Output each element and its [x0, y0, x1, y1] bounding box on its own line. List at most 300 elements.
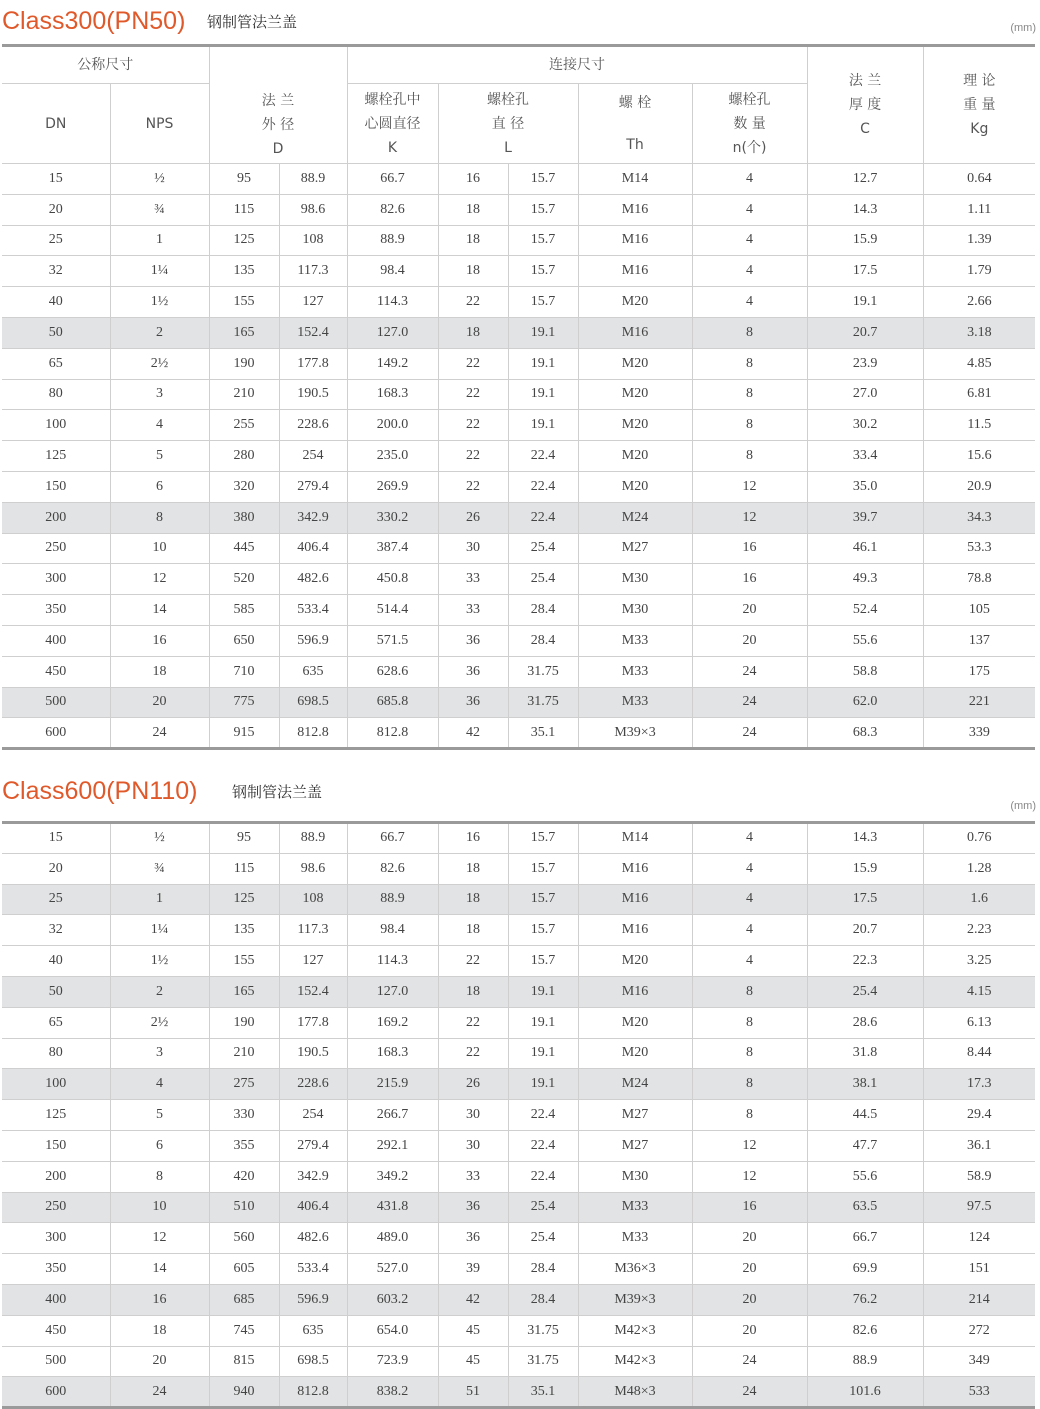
table-row	[2, 915, 1035, 946]
table-cell: 168.3	[347, 1038, 438, 1069]
table-cell: 10	[110, 1192, 209, 1223]
table-cell: 66.7	[347, 823, 438, 854]
table-cell: 19.1	[508, 976, 578, 1007]
table-cell: 10	[110, 533, 209, 564]
table-cell: 25.4	[508, 1223, 578, 1254]
table-cell: 33.4	[807, 441, 923, 472]
table-cell: ¾	[110, 853, 209, 884]
table-cell: 292.1	[347, 1130, 438, 1161]
table-cell: 342.9	[279, 502, 347, 533]
table-row	[2, 164, 1035, 195]
table-cell: 6	[110, 471, 209, 502]
table-cell: 1½	[110, 946, 209, 977]
table-cell: 775	[209, 687, 279, 718]
table-cell: 190	[209, 1007, 279, 1038]
table-cell: 25.4	[508, 564, 578, 595]
table-row	[2, 656, 1035, 687]
table-cell: 28.4	[508, 1254, 578, 1285]
table-cell: 33	[438, 1161, 508, 1192]
table-cell: 14.3	[807, 823, 923, 854]
table-cell: 108	[279, 225, 347, 256]
header-nominal-size: 公称尺寸	[2, 46, 209, 84]
table-cell: 88.9	[279, 164, 347, 195]
table-cell: 2.23	[923, 915, 1035, 946]
table-cell: 320	[209, 471, 279, 502]
table-cell: M20	[578, 1038, 692, 1069]
table-cell: 4	[692, 256, 807, 287]
table-cell: 482.6	[279, 564, 347, 595]
table-cell: 8	[692, 1069, 807, 1100]
table-cell: 18	[438, 976, 508, 1007]
table-cell: 350	[2, 595, 110, 626]
table-cell: M27	[578, 533, 692, 564]
table-cell: 19.1	[508, 1007, 578, 1038]
table-cell: 45	[438, 1346, 508, 1377]
header-dn: DN	[2, 84, 110, 164]
table-cell: 19.1	[508, 1038, 578, 1069]
table-cell: 177.8	[279, 1007, 347, 1038]
table-cell: 31.75	[508, 687, 578, 718]
table-cell: M20	[578, 410, 692, 441]
table-cell: 35.1	[508, 1377, 578, 1408]
table-cell: 8	[692, 348, 807, 379]
table-cell: 20	[2, 194, 110, 225]
table-row	[2, 379, 1035, 410]
table-cell: 58.8	[807, 656, 923, 687]
table-cell: 88.9	[807, 1346, 923, 1377]
table-cell: 22	[438, 1007, 508, 1038]
table-cell: M48×3	[578, 1377, 692, 1408]
table-cell: 36	[438, 687, 508, 718]
table-row	[2, 317, 1035, 348]
table-cell: 49.3	[807, 564, 923, 595]
table-cell: 16	[692, 564, 807, 595]
table-cell: 55.6	[807, 625, 923, 656]
table-cell: 628.6	[347, 656, 438, 687]
table-cell: 47.7	[807, 1130, 923, 1161]
table-cell: 635	[279, 1315, 347, 1346]
table-cell: 127.0	[347, 976, 438, 1007]
table-cell: 18	[438, 194, 508, 225]
table-cell: 400	[2, 1284, 110, 1315]
table-cell: 1¼	[110, 256, 209, 287]
table-cell: 22.4	[508, 1161, 578, 1192]
table-cell: 58.9	[923, 1161, 1035, 1192]
table-cell: 15.7	[508, 915, 578, 946]
table-cell: 190.5	[279, 379, 347, 410]
table-cell: 6.81	[923, 379, 1035, 410]
table-cell: 16	[692, 533, 807, 564]
header-bolt-count: 螺栓孔 数 量 n(个)	[692, 84, 807, 164]
table-cell: 915	[209, 718, 279, 749]
table-row	[2, 1069, 1035, 1100]
table-cell: 152.4	[279, 317, 347, 348]
table-cell: 76.2	[807, 1284, 923, 1315]
table-cell: 125	[2, 1100, 110, 1131]
table-cell: 8	[692, 1100, 807, 1131]
table-cell: M16	[578, 225, 692, 256]
table-cell: 190.5	[279, 1038, 347, 1069]
class600-title-row	[0, 770, 1040, 810]
table-cell: 387.4	[347, 533, 438, 564]
table-cell: 24	[110, 1377, 209, 1408]
table-row	[2, 884, 1035, 915]
table-cell: 250	[2, 1192, 110, 1223]
table-cell: 80	[2, 1038, 110, 1069]
table-cell: 124	[923, 1223, 1035, 1254]
class300-body	[2, 164, 1035, 749]
table-row	[2, 823, 1035, 854]
table-cell: 18	[438, 915, 508, 946]
table-cell: 55.6	[807, 1161, 923, 1192]
table-cell: 330	[209, 1100, 279, 1131]
table-cell: 406.4	[279, 1192, 347, 1223]
table-cell: 812.8	[347, 718, 438, 749]
table-cell: 30	[438, 1100, 508, 1131]
table-cell: 1	[110, 225, 209, 256]
table-cell: 12.7	[807, 164, 923, 195]
table-cell: M27	[578, 1100, 692, 1131]
table-cell: 28.4	[508, 625, 578, 656]
table-cell: 46.1	[807, 533, 923, 564]
table-cell: 50	[2, 317, 110, 348]
table-row	[2, 1223, 1035, 1254]
table-cell: 650	[209, 625, 279, 656]
table-cell: 24	[692, 1346, 807, 1377]
table-cell: 16	[110, 1284, 209, 1315]
table-cell: 12	[110, 564, 209, 595]
table-cell: 380	[209, 502, 279, 533]
table-cell: 149.2	[347, 348, 438, 379]
table-cell: 533	[923, 1377, 1035, 1408]
table-cell: 500	[2, 687, 110, 718]
table-cell: 8	[110, 1161, 209, 1192]
table-cell: 88.9	[279, 823, 347, 854]
table-cell: 24	[692, 687, 807, 718]
table-cell: 100	[2, 1069, 110, 1100]
table-cell: 228.6	[279, 410, 347, 441]
table-cell: 275	[209, 1069, 279, 1100]
table-cell: M30	[578, 595, 692, 626]
table-cell: M33	[578, 1192, 692, 1223]
table-cell: 65	[2, 1007, 110, 1038]
table-cell: 210	[209, 379, 279, 410]
table-cell: M33	[578, 625, 692, 656]
table-cell: 22.4	[508, 1100, 578, 1131]
table-cell: 210	[209, 1038, 279, 1069]
table-cell: 15.7	[508, 256, 578, 287]
table-row	[2, 687, 1035, 718]
table-cell: 63.5	[807, 1192, 923, 1223]
table-cell: 62.0	[807, 687, 923, 718]
table-cell: 19.1	[508, 1069, 578, 1100]
table-row	[2, 976, 1035, 1007]
table-cell: 450	[2, 1315, 110, 1346]
table-cell: 127.0	[347, 317, 438, 348]
table-cell: 27.0	[807, 379, 923, 410]
table-cell: 0.64	[923, 164, 1035, 195]
table-row	[2, 1346, 1035, 1377]
table-cell: 349.2	[347, 1161, 438, 1192]
table-cell: 25.4	[508, 533, 578, 564]
table-cell: 1.6	[923, 884, 1035, 915]
class600-subtitle: 钢制管法兰盖	[232, 783, 323, 801]
table-cell: 533.4	[279, 595, 347, 626]
table-cell: 527.0	[347, 1254, 438, 1285]
table-cell: 254	[279, 1100, 347, 1131]
table-cell: 50	[2, 976, 110, 1007]
table-cell: 20.7	[807, 317, 923, 348]
table-cell: M30	[578, 564, 692, 595]
table-cell: 22	[438, 946, 508, 977]
table-cell: 4	[692, 853, 807, 884]
table-row	[2, 287, 1035, 318]
table-cell: 1.28	[923, 853, 1035, 884]
table-cell: 51	[438, 1377, 508, 1408]
table-cell: 350	[2, 1254, 110, 1285]
table-cell: 482.6	[279, 1223, 347, 1254]
table-cell: 22.4	[508, 1130, 578, 1161]
table-cell: 19.1	[508, 410, 578, 441]
table-cell: 38.1	[807, 1069, 923, 1100]
table-cell: M20	[578, 471, 692, 502]
table-cell: 135	[209, 256, 279, 287]
table-cell: 603.2	[347, 1284, 438, 1315]
table-cell: 169.2	[347, 1007, 438, 1038]
table-cell: 4	[692, 164, 807, 195]
table-cell: 30	[438, 1130, 508, 1161]
table-row	[2, 1038, 1035, 1069]
table-cell: 115	[209, 194, 279, 225]
table-cell: 98.4	[347, 915, 438, 946]
table-cell: 114.3	[347, 287, 438, 318]
table-cell: 406.4	[279, 533, 347, 564]
table-cell: 11.5	[923, 410, 1035, 441]
table-cell: 279.4	[279, 471, 347, 502]
table-cell: 815	[209, 1346, 279, 1377]
table-cell: 19.1	[807, 287, 923, 318]
table-cell: M14	[578, 823, 692, 854]
table-cell: 1.11	[923, 194, 1035, 225]
table-cell: 19.1	[508, 379, 578, 410]
table-row	[2, 1192, 1035, 1223]
table-cell: 150	[2, 1130, 110, 1161]
table-cell: 698.5	[279, 1346, 347, 1377]
table-cell: 15.7	[508, 823, 578, 854]
table-cell: 22	[438, 441, 508, 472]
table-cell: 22	[438, 410, 508, 441]
table-cell: 250	[2, 533, 110, 564]
table-row	[2, 595, 1035, 626]
table-cell: ½	[110, 164, 209, 195]
table-cell: 34.3	[923, 502, 1035, 533]
table-cell: 15	[2, 823, 110, 854]
header-flange-thickness: 法 兰 厚 度 C	[807, 46, 923, 164]
table-cell: 22	[438, 348, 508, 379]
table-row	[2, 853, 1035, 884]
table-cell: 221	[923, 687, 1035, 718]
table-cell: 36	[438, 656, 508, 687]
table-cell: M33	[578, 656, 692, 687]
table-cell: 22	[438, 287, 508, 318]
table-cell: M16	[578, 915, 692, 946]
class300-title-row	[0, 0, 1040, 40]
table-cell: 150	[2, 471, 110, 502]
table-cell: 4	[110, 1069, 209, 1100]
table-cell: 4.85	[923, 348, 1035, 379]
table-cell: 39.7	[807, 502, 923, 533]
header-bolt-hole: 螺栓孔 直 径 L	[438, 84, 578, 164]
table-row	[2, 1100, 1035, 1131]
table-cell: 151	[923, 1254, 1035, 1285]
table-cell: M16	[578, 976, 692, 1007]
table-cell: 42	[438, 1284, 508, 1315]
header-flange-od: 法 兰 外 径 D	[209, 46, 347, 164]
table-cell: M14	[578, 164, 692, 195]
table-cell: M30	[578, 1161, 692, 1192]
table-cell: 4.15	[923, 976, 1035, 1007]
table-cell: M33	[578, 687, 692, 718]
table-cell: 42	[438, 718, 508, 749]
class600-table	[2, 821, 1035, 1409]
table-cell: 200	[2, 502, 110, 533]
table-cell: 14.3	[807, 194, 923, 225]
table-cell: 95	[209, 823, 279, 854]
table-cell: M16	[578, 194, 692, 225]
table-cell: 53.3	[923, 533, 1035, 564]
table-cell: 2.66	[923, 287, 1035, 318]
table-cell: 8	[692, 1007, 807, 1038]
table-cell: 115	[209, 853, 279, 884]
table-cell: 1½	[110, 287, 209, 318]
table-cell: 4	[692, 194, 807, 225]
table-cell: 105	[923, 595, 1035, 626]
table-cell: 36.1	[923, 1130, 1035, 1161]
table-cell: 20	[110, 687, 209, 718]
table-cell: 19.1	[508, 317, 578, 348]
table-cell: 8	[692, 441, 807, 472]
table-cell: 25.4	[807, 976, 923, 1007]
table-row	[2, 1377, 1035, 1408]
table-cell: 489.0	[347, 1223, 438, 1254]
table-cell: 35.1	[508, 718, 578, 749]
table-cell: 32	[2, 256, 110, 287]
table-cell: 82.6	[347, 194, 438, 225]
header-bolt: 螺 栓 Th	[578, 84, 692, 164]
table-cell: 18	[438, 256, 508, 287]
table-cell: 33	[438, 564, 508, 595]
header-connection-size: 连接尺寸	[347, 46, 807, 84]
table-cell: 8	[692, 379, 807, 410]
table-cell: 400	[2, 625, 110, 656]
table-cell: 44.5	[807, 1100, 923, 1131]
table-cell: 8	[110, 502, 209, 533]
table-cell: 78.8	[923, 564, 1035, 595]
table-cell: M20	[578, 287, 692, 318]
table-cell: 95	[209, 164, 279, 195]
table-cell: 8	[692, 1038, 807, 1069]
table-cell: M16	[578, 853, 692, 884]
table-cell: 31.75	[508, 656, 578, 687]
table-cell: 685	[209, 1284, 279, 1315]
table-cell: 68.3	[807, 718, 923, 749]
table-row	[2, 441, 1035, 472]
table-cell: M16	[578, 317, 692, 348]
table-cell: 33	[438, 595, 508, 626]
table-cell: M20	[578, 348, 692, 379]
table-cell: 29.4	[923, 1100, 1035, 1131]
table-cell: 117.3	[279, 256, 347, 287]
table-cell: M20	[578, 1007, 692, 1038]
table-cell: 339	[923, 718, 1035, 749]
table-cell: 450.8	[347, 564, 438, 595]
table-cell: 15.7	[508, 884, 578, 915]
table-row	[2, 256, 1035, 287]
table-cell: 20	[110, 1346, 209, 1377]
table-cell: 66.7	[807, 1223, 923, 1254]
table-cell: 19.1	[508, 348, 578, 379]
table-cell: 15.7	[508, 287, 578, 318]
table-cell: 18	[438, 225, 508, 256]
table-cell: 135	[209, 915, 279, 946]
class300-table	[2, 44, 1035, 750]
table-cell: M16	[578, 884, 692, 915]
table-cell: 36	[438, 1192, 508, 1223]
table-cell: 20	[692, 625, 807, 656]
table-cell: 6	[110, 1130, 209, 1161]
table-cell: 12	[692, 471, 807, 502]
table-cell: 15.9	[807, 225, 923, 256]
table-row	[2, 1130, 1035, 1161]
table-cell: 1¼	[110, 915, 209, 946]
table-cell: 3.25	[923, 946, 1035, 977]
table-cell: 18	[438, 853, 508, 884]
table-cell: 18	[438, 884, 508, 915]
table-cell: M20	[578, 946, 692, 977]
table-cell: 39	[438, 1254, 508, 1285]
table-cell: 25.4	[508, 1192, 578, 1223]
table-cell: 269.9	[347, 471, 438, 502]
table-cell: 355	[209, 1130, 279, 1161]
table-cell: 15.9	[807, 853, 923, 884]
table-cell: 2½	[110, 1007, 209, 1038]
table-cell: 520	[209, 564, 279, 595]
table-cell: 24	[110, 718, 209, 749]
table-cell: M24	[578, 502, 692, 533]
table-cell: 5	[110, 1100, 209, 1131]
table-cell: 723.9	[347, 1346, 438, 1377]
table-cell: 514.4	[347, 595, 438, 626]
class300-title: Class300(PN50)	[2, 7, 186, 35]
table-cell: 30.2	[807, 410, 923, 441]
class300-unit: (mm)	[1010, 22, 1036, 34]
table-cell: 533.4	[279, 1254, 347, 1285]
table-cell: 88.9	[347, 884, 438, 915]
table-cell: 36	[438, 625, 508, 656]
table-cell: 1	[110, 884, 209, 915]
table-row	[2, 225, 1035, 256]
table-cell: 300	[2, 1223, 110, 1254]
table-cell: 101.6	[807, 1377, 923, 1408]
table-cell: 2	[110, 976, 209, 1007]
table-cell: M27	[578, 1130, 692, 1161]
table-cell: 4	[692, 225, 807, 256]
table-row	[2, 502, 1035, 533]
table-cell: 14	[110, 595, 209, 626]
table-cell: 16	[110, 625, 209, 656]
table-cell: 254	[279, 441, 347, 472]
table-cell: 155	[209, 287, 279, 318]
